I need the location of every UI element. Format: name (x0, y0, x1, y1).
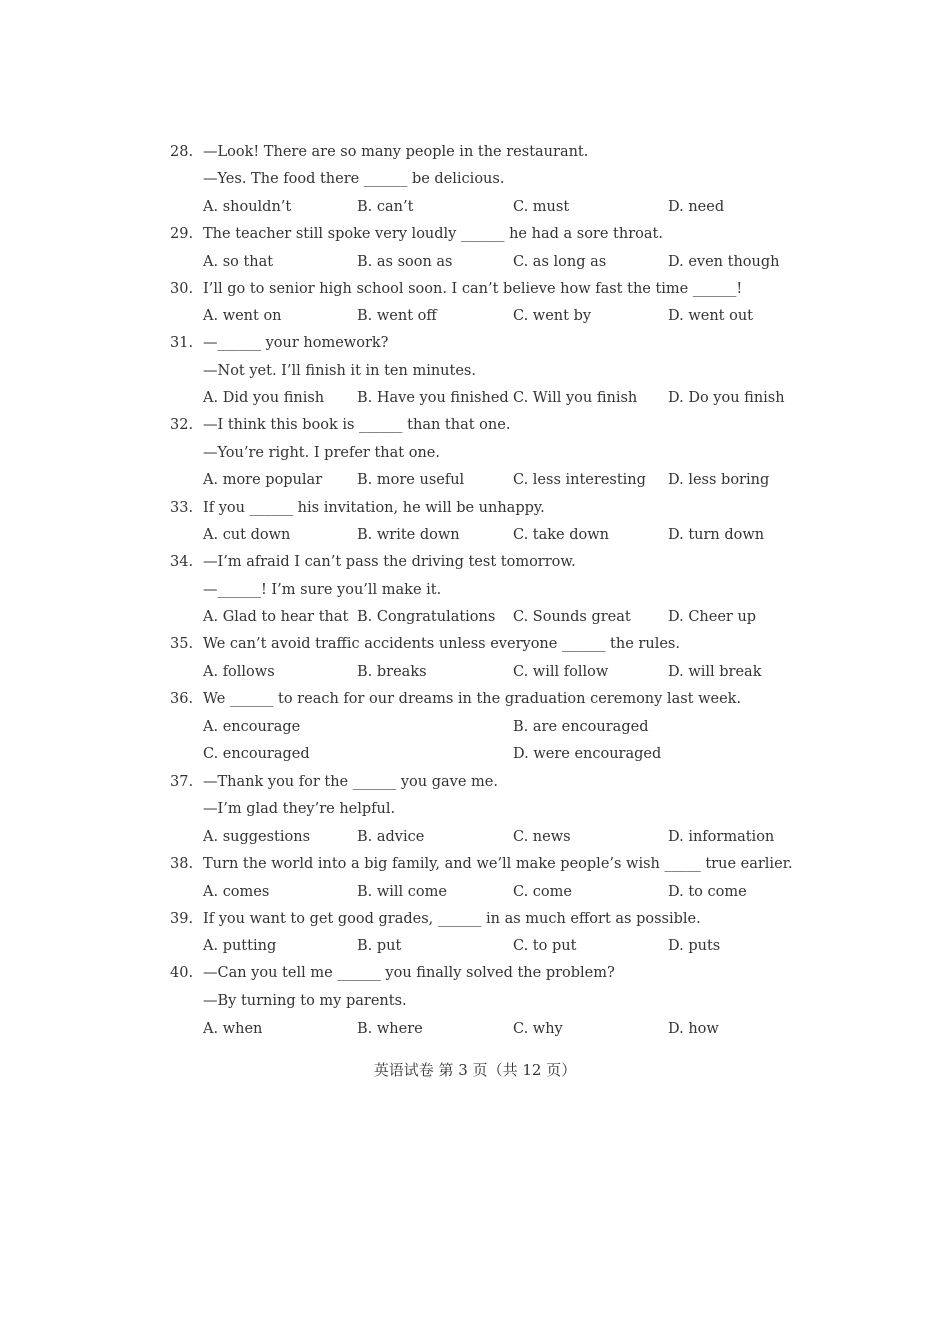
option-d: D. even though (668, 254, 780, 270)
question-number: 31. (170, 335, 194, 351)
option-b: B. more useful (357, 472, 465, 488)
question-text: —I think this book is ______ than that one. (203, 417, 511, 433)
question-number: 39. (170, 911, 194, 927)
question-text: —Not yet. I’ll finish it in ten minutes. (203, 363, 476, 379)
options-row (0, 251, 950, 273)
option-c: C. less interesting (513, 472, 646, 488)
option-d: D. need (668, 199, 725, 215)
question-text-line (0, 442, 950, 464)
options-row (0, 469, 950, 491)
options-row (0, 196, 950, 218)
option-a: A. comes (203, 884, 270, 900)
option-d: D. turn down (668, 527, 765, 543)
option-a: A. more popular (203, 472, 323, 488)
option-d: D. information (668, 829, 775, 845)
question-text: If you want to get good grades, ______ in as much effort as possible. (203, 911, 701, 927)
option-d: D. to come (668, 884, 747, 900)
question-text-line (0, 360, 950, 382)
options-row (0, 524, 950, 546)
option-a: A. cut down (203, 527, 291, 543)
question-text: We can’t avoid traffic accidents unless everyone ______ the rules. (203, 636, 680, 652)
options-row (0, 743, 950, 765)
option-c: C. will follow (513, 664, 609, 680)
question-33 (0, 497, 950, 519)
option-d: D. less boring (668, 472, 770, 488)
question-text: —______! I’m sure you’ll make it. (203, 582, 442, 598)
option-d: D. how (668, 1021, 719, 1037)
option-a: A. Did you finish (203, 390, 325, 406)
question-text-line (0, 579, 950, 601)
option-a: A. follows (203, 664, 275, 680)
question-40 (0, 962, 950, 984)
option-a: A. encourage (203, 719, 301, 735)
question-29 (0, 223, 950, 245)
options-row (0, 935, 950, 957)
page-footer: 英语试卷 第 3 页（共 12 页） (373, 1061, 577, 1079)
option-b: B. went off (357, 308, 437, 324)
option-c: C. to put (513, 938, 577, 954)
question-text: —I’m afraid I can’t pass the driving test tomorrow. (203, 554, 576, 570)
question-number: 29. (170, 226, 194, 242)
question-text: —By turning to my parents. (203, 993, 407, 1009)
question-39 (0, 908, 950, 930)
question-text: Turn the world into a big family, and we’ll make people’s wish _____ true earlier. (203, 856, 793, 872)
question-text: The teacher still spoke very loudly ______ he had a sore throat. (203, 226, 663, 242)
options-row (0, 716, 950, 738)
question-30 (0, 278, 950, 300)
question-text: —I’m glad they’re helpful. (203, 801, 396, 817)
question-37 (0, 771, 950, 793)
question-text-line (0, 168, 950, 190)
option-d: D. Do you finish (668, 390, 785, 406)
question-text: —Yes. The food there ______ be delicious. (203, 171, 505, 187)
options-row (0, 661, 950, 683)
options-row (0, 826, 950, 848)
question-32 (0, 414, 950, 436)
option-c: C. must (513, 199, 570, 215)
option-c: C. why (513, 1021, 563, 1037)
option-b: B. where (357, 1021, 423, 1037)
option-c: C. as long as (513, 254, 607, 270)
option-b: B. put (357, 938, 402, 954)
option-b: B. are encouraged (513, 719, 649, 735)
option-b: B. Congratulations (357, 609, 496, 625)
option-b: B. can’t (357, 199, 414, 215)
question-text: —Can you tell me ______ you finally solved the problem? (203, 965, 615, 981)
option-a: A. when (203, 1021, 263, 1037)
question-text-line (0, 798, 950, 820)
option-a: A. suggestions (203, 829, 311, 845)
option-b: B. as soon as (357, 254, 453, 270)
option-d: D. Cheer up (668, 609, 757, 625)
question-number: 34. (170, 554, 194, 570)
option-c: C. Will you finish (513, 390, 638, 406)
option-c: C. take down (513, 527, 610, 543)
option-a: A. shouldn’t (203, 199, 292, 215)
question-number: 40. (170, 965, 194, 981)
question-38 (0, 853, 950, 875)
option-a: A. went on (203, 308, 282, 324)
question-35 (0, 633, 950, 655)
option-b: B. advice (357, 829, 425, 845)
options-row (0, 1018, 950, 1040)
options-row (0, 387, 950, 409)
question-number: 36. (170, 691, 194, 707)
option-b: B. write down (357, 527, 460, 543)
option-d: D. will break (668, 664, 762, 680)
option-a: A. so that (203, 254, 274, 270)
option-b: B. Have you finished (357, 390, 509, 406)
option-b: B. breaks (357, 664, 427, 680)
question-number: 35. (170, 636, 194, 652)
option-c: C. encouraged (203, 746, 310, 762)
question-number: 38. (170, 856, 194, 872)
question-text: If you ______ his invitation, he will be unhappy. (203, 500, 545, 516)
question-number: 32. (170, 417, 194, 433)
question-number: 33. (170, 500, 194, 516)
options-row (0, 305, 950, 327)
question-36 (0, 688, 950, 710)
question-text: —______ your homework? (203, 335, 389, 351)
option-c: C. news (513, 829, 571, 845)
option-d: D. were encouraged (513, 746, 662, 762)
question-number: 30. (170, 281, 194, 297)
options-row (0, 881, 950, 903)
options-row (0, 606, 950, 628)
option-c: C. Sounds great (513, 609, 631, 625)
option-a: A. Glad to hear that (203, 609, 349, 625)
question-number: 37. (170, 774, 194, 790)
option-d: D. went out (668, 308, 753, 324)
question-text: —You’re right. I prefer that one. (203, 445, 440, 461)
option-a: A. putting (203, 938, 277, 954)
question-31 (0, 332, 950, 354)
option-c: C. went by (513, 308, 592, 324)
question-text: I’ll go to senior high school soon. I can’t believe how fast the time ______! (203, 281, 743, 297)
question-number: 28. (170, 144, 194, 160)
question-34 (0, 551, 950, 573)
question-text: —Look! There are so many people in the restaurant. (203, 144, 589, 160)
question-text-line (0, 990, 950, 1012)
question-28 (0, 141, 950, 163)
option-d: D. puts (668, 938, 721, 954)
option-c: C. come (513, 884, 572, 900)
question-text: —Thank you for the ______ you gave me. (203, 774, 498, 790)
option-b: B. will come (357, 884, 447, 900)
question-text: We ______ to reach for our dreams in the graduation ceremony last week. (203, 691, 742, 707)
